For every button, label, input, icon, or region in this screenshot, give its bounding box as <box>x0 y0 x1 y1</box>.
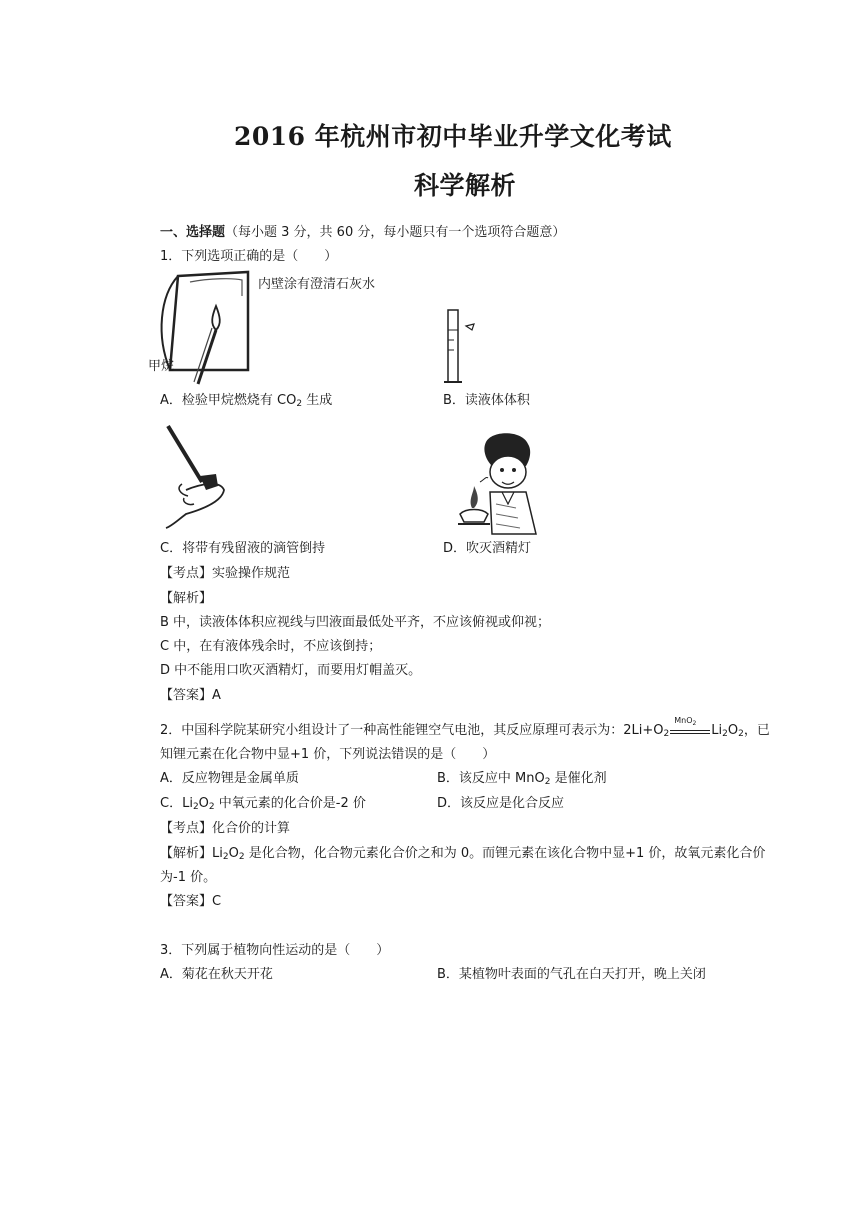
dropper-hand-figure <box>150 424 234 530</box>
q1-option-c: C．将带有残留液的滴管倒持 <box>160 541 326 556</box>
q2-option-c: C．$Li_2O_2$ 中氧元素的化合价是-2 价 <box>160 796 366 812</box>
q1-option-a: A．检验甲烷燃烧有 $CO_2$ 生成 <box>160 393 333 409</box>
q1-analysis-c: C 中，在有液体残余时，不应该倒持； <box>160 639 382 654</box>
section-heading <box>160 224 565 242</box>
q2-option-a: A．反应物锂是金属单质 <box>160 771 299 786</box>
fig-label-wall: 内壁涂有澄清石灰水 <box>258 277 376 292</box>
q3-option-a: A．菊花在秋天开花 <box>160 967 273 982</box>
q1-option-b: B．读液体体积 <box>443 393 530 408</box>
graduated-cylinder-figure <box>440 308 484 388</box>
section-heading-label: 一、选择题 <box>160 225 226 240</box>
q2-jiexi: 【解析】$Li_2O_2$ 是化合物，化合物元素化合价之和为 0。而锂元素在该化合物中显+1 价，故氧元素化合价 <box>160 846 766 862</box>
q1-stem: 1．下列选项正确的是（ ） <box>160 249 338 264</box>
fig-label-methane: 甲烷 <box>148 359 175 374</box>
q1-analysis-b: B 中，读液体体积应视线与凹液面最低处平齐，不应该俯视或仰视； <box>160 615 551 630</box>
q2-option-b: B．该反应中 MnO$_2$ 是催化剂 <box>437 771 607 787</box>
section-heading-note: （每小题 3 分，共 60 分，每小题只有一个选项符合题意） <box>225 225 566 240</box>
q1-option-d: D．吹灭酒精灯 <box>443 541 532 556</box>
q2-stem-line1: 2．中国科学院某研究小组设计了一种高性能锂空气电池，其反应原理可表示为：$2Li+O_2$ MnO$_2$ $Li_2O_2$，已 <box>160 715 770 739</box>
q2-option-d: D．该反应是化合反应 <box>437 796 565 811</box>
q2-kaodian: 【考点】化合价的计算 <box>160 821 291 836</box>
q1-kaodian: 【考点】实验操作规范 <box>160 566 291 581</box>
q3-stem: 3．下列属于植物向性运动的是（ ） <box>160 943 390 958</box>
page-subtitle: 科学解析 <box>414 171 517 200</box>
reaction-arrow: MnO$_2$ <box>670 725 710 737</box>
q3-option-b: B．某植物叶表面的气孔在白天打开，晚上关闭 <box>437 967 706 982</box>
q2-jiexi-line2: 为-1 价。 <box>160 870 217 885</box>
q1-jiexi: 【解析】 <box>160 591 213 606</box>
q1-answer: 【答案】A <box>160 688 221 703</box>
boy-blowing-lamp-figure <box>452 430 552 536</box>
page-title: 2016 年杭州市初中毕业升学文化考试 <box>234 122 672 151</box>
q1-analysis-d: D 中不能用口吹灭酒精灯，而要用灯帽盖灭。 <box>160 663 422 678</box>
q2-stem-line2: 知锂元素在化合物中显+1 价，下列说法错误的是（ ） <box>160 747 496 762</box>
q2-answer: 【答案】C <box>160 894 222 909</box>
